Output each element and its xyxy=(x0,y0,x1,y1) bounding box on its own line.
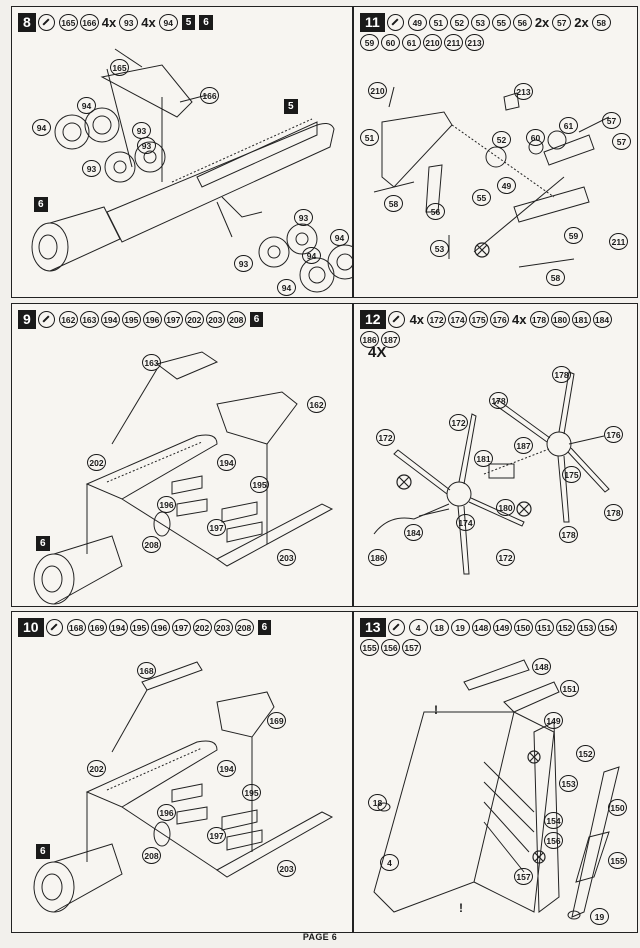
part-number: 163 xyxy=(80,311,99,328)
step-number: 10 xyxy=(18,618,44,637)
part-number: 210 xyxy=(423,34,442,51)
subassembly-box: 6 xyxy=(36,536,50,551)
instruction-page xyxy=(8,6,632,930)
part-number: 151 xyxy=(535,619,554,636)
subassembly-box: 6 xyxy=(250,312,264,327)
part-number: 194 xyxy=(109,619,128,636)
part-number: 166 xyxy=(80,14,99,31)
part-number: 149 xyxy=(493,619,512,636)
callout: 61 xyxy=(559,117,578,134)
callout: 93 xyxy=(294,209,313,226)
step-12-panel xyxy=(353,303,638,607)
callout: 202 xyxy=(87,454,106,471)
callout: 94 xyxy=(77,97,96,114)
callout: 94 xyxy=(277,279,296,296)
part-number: 175 xyxy=(469,311,488,328)
callout: 178 xyxy=(552,366,571,383)
callout: 51 xyxy=(360,129,379,146)
subassembly-box: 6 xyxy=(199,15,213,30)
callout: 169 xyxy=(267,712,286,729)
callout: 208 xyxy=(142,536,161,553)
callout: 163 xyxy=(142,354,161,371)
step-number: 12 xyxy=(360,310,386,329)
callout: 155 xyxy=(608,852,627,869)
callout: 172 xyxy=(376,429,395,446)
step-12-drawing xyxy=(354,304,637,606)
callout: 196 xyxy=(157,496,176,513)
step-number: 11 xyxy=(360,13,385,32)
part-number: 211 xyxy=(444,34,463,51)
subassembly-box: 6 xyxy=(258,620,272,635)
step-8-drawing xyxy=(12,7,352,297)
callout: 176 xyxy=(604,426,623,443)
step-number: 13 xyxy=(360,618,386,637)
part-number: 148 xyxy=(472,619,491,636)
callout: 149 xyxy=(544,712,563,729)
callout: 148 xyxy=(532,658,551,675)
callout: 60 xyxy=(526,129,545,146)
part-number: 58 xyxy=(592,14,611,31)
quantity-label: 4x xyxy=(409,312,425,327)
step-8-panel xyxy=(11,6,353,298)
step-9-panel xyxy=(11,303,353,607)
part-number: 49 xyxy=(408,14,427,31)
part-number: 203 xyxy=(214,619,233,636)
part-number: 165 xyxy=(59,14,78,31)
part-number: 178 xyxy=(530,311,549,328)
callout: 93 xyxy=(82,160,101,177)
part-number: 180 xyxy=(551,311,570,328)
part-number: 181 xyxy=(572,311,591,328)
part-number: 197 xyxy=(164,311,183,328)
part-number: 162 xyxy=(59,311,78,328)
part-number: 195 xyxy=(122,311,141,328)
subassembly-box: 5 xyxy=(182,15,196,30)
callout: 49 xyxy=(497,177,516,194)
part-number: 208 xyxy=(227,311,246,328)
quantity-label: 2x xyxy=(574,15,589,30)
callout: 186 xyxy=(368,549,387,566)
callout: 211 xyxy=(609,233,628,250)
callout: 195 xyxy=(250,476,269,493)
subassembly-box: 5 xyxy=(284,99,298,114)
callout: 194 xyxy=(217,454,236,471)
part-number: 18 xyxy=(430,619,449,636)
callout: 165 xyxy=(110,59,129,76)
callout: 18 xyxy=(368,794,387,811)
part-number: 202 xyxy=(185,311,204,328)
callout: 195 xyxy=(242,784,261,801)
part-number: 60 xyxy=(381,34,400,51)
part-number: 93 xyxy=(119,14,138,31)
callout: 196 xyxy=(157,804,176,821)
part-number: 176 xyxy=(490,311,509,328)
callout: 94 xyxy=(32,119,51,136)
callout: 197 xyxy=(207,519,226,536)
attention-icon: ! xyxy=(459,901,463,915)
callout: 93 xyxy=(234,255,253,272)
callout: 4 xyxy=(380,854,399,871)
part-number: 154 xyxy=(598,619,617,636)
callout: 150 xyxy=(608,799,627,816)
callout: 94 xyxy=(330,229,349,246)
page-footer: PAGE 6 xyxy=(302,932,338,942)
callout: 175 xyxy=(562,466,581,483)
part-number: 169 xyxy=(88,619,107,636)
callout: 178 xyxy=(559,526,578,543)
callout: 57 xyxy=(602,112,621,129)
callout: 154 xyxy=(544,812,563,829)
part-number: 52 xyxy=(450,14,469,31)
callout: 93 xyxy=(137,137,156,154)
callout: 178 xyxy=(489,392,508,409)
quantity-label: 2x xyxy=(534,15,550,30)
part-number: 150 xyxy=(514,619,533,636)
callout: 168 xyxy=(137,662,156,679)
part-number: 51 xyxy=(429,14,448,31)
callout: 157 xyxy=(514,868,533,885)
callout: 208 xyxy=(142,847,161,864)
quantity-label: 4x xyxy=(101,15,117,30)
step-13-drawing xyxy=(354,612,637,932)
callout: 184 xyxy=(404,524,423,541)
callout: 180 xyxy=(496,499,515,516)
callout: 203 xyxy=(277,549,296,566)
callout: 153 xyxy=(559,775,578,792)
callout: 56 xyxy=(426,203,445,220)
callout: 58 xyxy=(546,269,565,286)
callout: 172 xyxy=(449,414,468,431)
step-13-panel xyxy=(353,611,638,933)
part-number: 61 xyxy=(402,34,421,51)
callout: 53 xyxy=(430,240,449,257)
part-number: 57 xyxy=(552,14,571,31)
callout: 197 xyxy=(207,827,226,844)
part-number: 94 xyxy=(159,14,178,31)
callout: 181 xyxy=(474,450,493,467)
callout: 202 xyxy=(87,760,106,777)
part-number: 152 xyxy=(556,619,575,636)
part-number: 53 xyxy=(471,14,490,31)
callout: 156 xyxy=(544,832,563,849)
quantity-label: 4x xyxy=(141,15,156,30)
callout: 59 xyxy=(564,227,583,244)
subassembly-box: 6 xyxy=(34,197,48,212)
callout: 57 xyxy=(612,133,631,150)
part-number: 186 xyxy=(360,331,379,348)
callout: 174 xyxy=(456,514,475,531)
callout: 94 xyxy=(302,247,321,264)
part-number: 197 xyxy=(172,619,191,636)
step-11-panel xyxy=(353,6,638,298)
part-number: 156 xyxy=(381,639,400,656)
callout: 152 xyxy=(576,745,595,762)
part-number: 172 xyxy=(427,311,446,328)
part-number: 174 xyxy=(448,311,467,328)
callout: 166 xyxy=(200,87,219,104)
step-number: 8 xyxy=(18,13,36,32)
callout: 93 xyxy=(132,122,151,139)
part-number: 157 xyxy=(402,639,421,656)
part-number: 187 xyxy=(381,331,400,348)
step-10-panel xyxy=(11,611,353,933)
callout: 162 xyxy=(307,396,326,413)
callout: 55 xyxy=(472,189,491,206)
callout: 203 xyxy=(277,860,296,877)
part-number: 155 xyxy=(360,639,379,656)
callout: 52 xyxy=(492,131,511,148)
part-number: 194 xyxy=(101,311,120,328)
part-number: 19 xyxy=(451,619,470,636)
part-number: 4 xyxy=(409,619,428,636)
subassembly-box: 6 xyxy=(36,844,50,859)
part-number: 213 xyxy=(465,34,484,51)
callout: 178 xyxy=(604,504,623,521)
step-number: 9 xyxy=(18,310,36,329)
quantity-subtitle: 4X xyxy=(368,344,387,361)
part-number: 184 xyxy=(593,311,612,328)
part-number: 59 xyxy=(360,34,379,51)
callout: 194 xyxy=(217,760,236,777)
part-number: 208 xyxy=(235,619,254,636)
part-number: 196 xyxy=(143,311,162,328)
step-11-drawing xyxy=(354,7,637,297)
callout: 19 xyxy=(590,908,609,925)
quantity-label: 4x xyxy=(512,312,527,327)
step-10-drawing xyxy=(12,612,352,932)
part-number: 202 xyxy=(193,619,212,636)
callout: 210 xyxy=(368,82,387,99)
callout: 151 xyxy=(560,680,579,697)
part-number: 56 xyxy=(513,14,532,31)
callout: 187 xyxy=(514,437,533,454)
step-9-drawing xyxy=(12,304,352,606)
part-number: 196 xyxy=(151,619,170,636)
part-number: 203 xyxy=(206,311,225,328)
part-number: 168 xyxy=(67,619,86,636)
callout: 213 xyxy=(514,83,533,100)
attention-icon: ! xyxy=(434,703,438,717)
part-number: 195 xyxy=(130,619,149,636)
callout: 58 xyxy=(384,195,403,212)
part-number: 55 xyxy=(492,14,511,31)
callout: 172 xyxy=(496,549,515,566)
part-number: 153 xyxy=(577,619,596,636)
